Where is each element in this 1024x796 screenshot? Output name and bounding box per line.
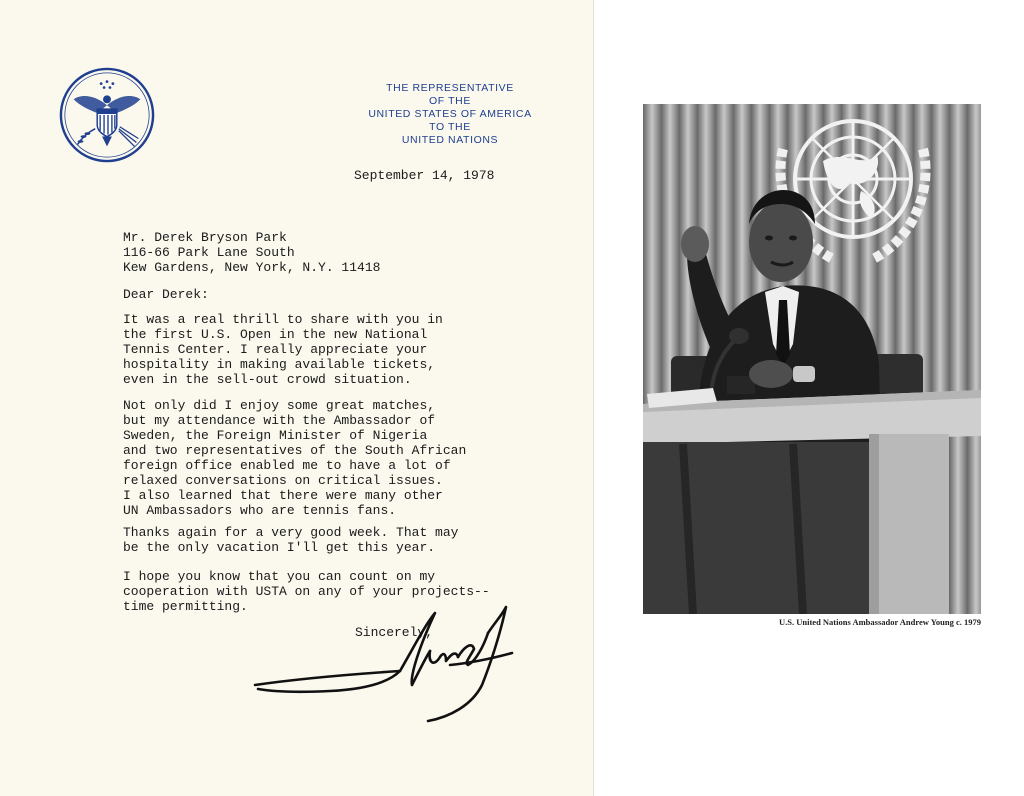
great-seal-icon <box>58 66 156 164</box>
letterhead-line: UNITED STATES OF AMERICA <box>368 108 532 120</box>
photo-caption: U.S. United Nations Ambassador Andrew Young c. 1979 <box>779 617 981 627</box>
paragraph-line: time permitting. <box>123 599 248 614</box>
paragraph-line: and two representatives of the South African <box>123 443 467 458</box>
paragraph-line: be the only vacation I'll get this year. <box>123 540 436 555</box>
paragraph-line: Sweden, the Foreign Minister of Nigeria <box>123 428 428 443</box>
photo-illustration <box>643 104 981 614</box>
ambassador-photo <box>643 104 981 614</box>
paragraph-line: I hope you know that you can count on my <box>123 569 436 584</box>
letterhead-line: UNITED NATIONS <box>401 134 499 146</box>
paragraph-line: even in the sell-out crowd situation. <box>123 372 412 387</box>
closing: Sincerely, <box>355 625 434 640</box>
recipient-name: Mr. Derek Bryson Park <box>123 230 287 245</box>
paragraph-line: the first U.S. Open in the new National <box>123 327 428 342</box>
paragraph-line: Not only did I enjoy some great matches, <box>123 398 436 413</box>
letter-date: September 14, 1978 <box>354 168 495 183</box>
paragraph-line: cooperation with USTA on any of your projects-- <box>123 584 490 599</box>
handwritten-signature <box>250 585 520 725</box>
paragraph-line: hospitality in making available tickets, <box>123 357 436 372</box>
paragraph-line: UN Ambassadors who are tennis fans. <box>123 503 397 518</box>
salutation: Dear Derek: <box>123 287 209 302</box>
letterhead <box>340 82 560 147</box>
paragraph-line: relaxed conversations on critical issues. <box>123 473 443 488</box>
letterhead-line: THE REPRESENTATIVE <box>386 82 514 94</box>
paragraph-1 <box>123 312 443 387</box>
paragraph-line: Thanks again for a very good week. That may <box>123 525 459 540</box>
paragraph-line: but my attendance with the Ambassador of <box>123 413 436 428</box>
paragraph-2 <box>123 398 466 518</box>
paragraph-line: foreign office enabled me to have a lot of <box>123 458 451 473</box>
paragraph-line: Tennis Center. I really appreciate your <box>123 342 428 357</box>
paragraph-3 <box>123 525 458 555</box>
recipient-street: 116-66 Park Lane South <box>123 245 295 260</box>
paragraph-line: I also learned that there were many other <box>123 488 443 503</box>
recipient-address <box>123 230 380 275</box>
paragraph-line: It was a real thrill to share with you in <box>123 312 443 327</box>
recipient-city: Kew Gardens, New York, N.Y. 11418 <box>123 260 381 275</box>
letterhead-line: OF THE <box>429 95 471 107</box>
letterhead-line: TO THE <box>429 121 471 133</box>
